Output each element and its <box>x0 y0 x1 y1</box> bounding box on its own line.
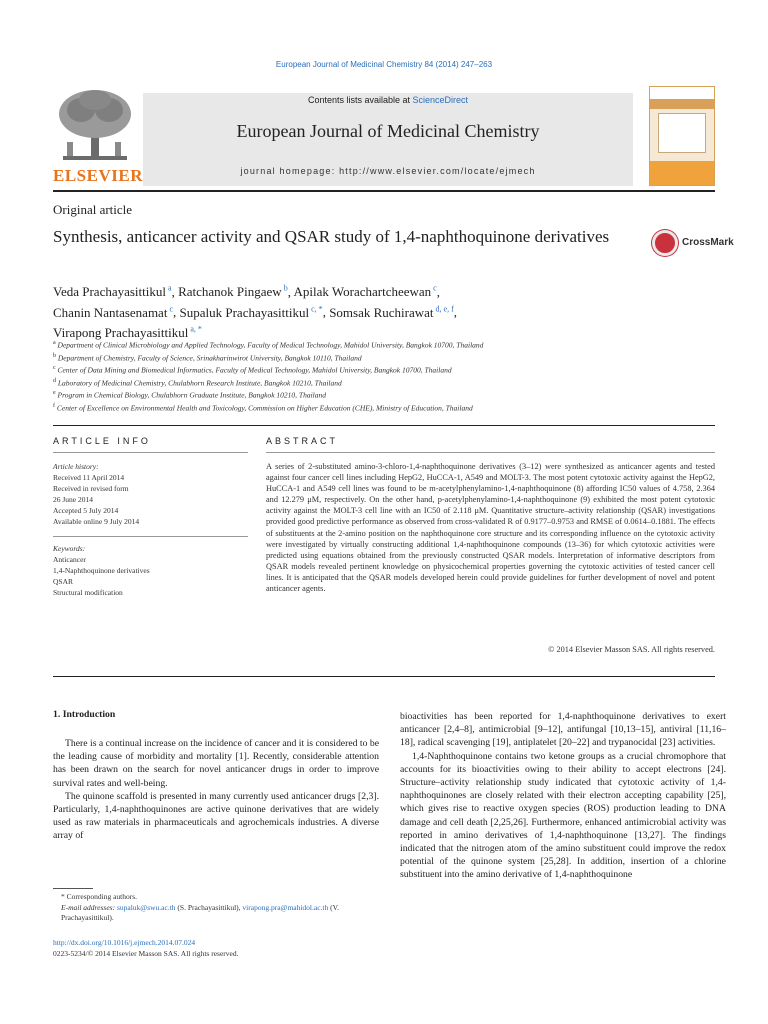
crossmark-button[interactable] <box>652 228 734 258</box>
body-column-left <box>53 737 379 843</box>
journal-cover-thumbnail <box>649 86 715 186</box>
crossmark-icon <box>652 230 678 256</box>
email-owner: (S. Prachayasittikul), <box>175 902 243 912</box>
affiliations <box>53 338 715 413</box>
author[interactable]: Ratchanok Pingaew $^b$ <box>178 284 288 300</box>
journal-title: European Journal of Medicinal Chemistry <box>236 121 540 141</box>
history-item: Accepted 5 July 2014 <box>53 506 119 515</box>
keyword: 1,4-Naphthoquinone derivatives <box>53 566 150 575</box>
abstract-rule <box>266 452 715 453</box>
body-paragraph: 1,4-Naphthoquinone contains two ketone groups as a crucial chromophore that accounts for its bioactivities owing to their ability to accept electrons [24]. Structure–activity relationship study indicated that cytotoxic activity of 1,4-naphthoquinones are closely related with their electron accepting capability [25], which gives rise to reactive oxygen species (ROS) production leading to DNA damage and cell death [2,25,26]. Furthermore, enhanced antimicrobial activity was reported in amino derivatives of 1,4-naphthoquinone [13,27]. The findings indicated that the nitrogen atom of the amino substituent could improve the redox potential of the quinone system [25,28]. In addition, insertion of a chlorine substituent into the amino derivative of 1,4-naphthoquinone <box>400 750 726 881</box>
body-paragraph: bioactivities has been reported for 1,4-naphthoquinone derivatives to exert anticancer [2,4–8], antimicrobial [9–12], antifungal [10,13–15], antiviral [11,16–18], radical scavenging [19], antiplatelet [20–22] and trypanocidal [23] activities. <box>400 711 726 749</box>
abstract-bottom-rule <box>53 676 715 677</box>
author[interactable]: Veda Prachayasittikul $^a$ <box>53 284 172 300</box>
affiliation: $^c$ Center of Data Mining and Biomedical Informatics, Faculty of Medical Technology, Mahidol University, Bangkok 10700, Thailand <box>53 365 452 375</box>
paper-title: Synthesis, anticancer activity and QSAR study of 1,4-naphthoquinone derivatives <box>53 227 610 246</box>
body-column-right <box>400 710 726 882</box>
email-owner: (V. Prachayasittikul). <box>61 902 339 922</box>
history-label: Article history: <box>53 462 99 471</box>
keywords-rule <box>53 536 248 537</box>
body-paragraph: There is a continual increase on the incidence of cancer and it is considered to be the leading cause of morbidity and mortality [1]. Recently, considerable attention has been drawn on the search for novel anticancer drugs in order to improve survival rates and well-being. <box>53 738 379 789</box>
doi-link[interactable]: http://dx.doi.org/10.1016/j.ejmech.2014.07.024 <box>53 938 196 947</box>
elsevier-wordmark: ELSEVIER <box>53 166 143 185</box>
footnote-rule <box>53 888 93 889</box>
affiliation: $^b$ Department of Chemistry, Faculty of Science, Srinakharinwirot University, Bangkok 10110, Thailand <box>53 352 362 362</box>
affiliation: $^f$ Center of Excellence on Environmental Health and Toxicology, Commission on Higher Education (CHE), Ministry of Education, Thailand <box>53 402 473 412</box>
history-item: Available online 9 July 2014 <box>53 517 140 526</box>
author-list: Veda Prachayasittikul $^a$, Ratchanok Pingaew $^b$, Apilak Worachartcheewan $^c$, Chanin Nantasenamat $^c$, Supaluk Prachayasittikul $^{c, *}$, Somsak Ruchirawat $^{d, e, f}$, Virapong Prachayasittikul $^{a, *}$ <box>53 284 457 340</box>
sciencedirect-link[interactable]: ScienceDirect <box>412 95 469 105</box>
contents-prefix: Contents lists available at <box>307 95 413 105</box>
contents-line <box>143 93 633 105</box>
history-item: Received 11 April 2014 <box>53 473 125 482</box>
history-item: 26 June 2014 <box>53 495 93 504</box>
article-type: Original article <box>53 202 133 217</box>
affiliation: $^a$ Department of Clinical Microbiology and Applied Technology, Faculty of Medical Technology, Mahidol University, Bangkok 10700, Thailand <box>53 340 484 350</box>
body-paragraph: The quinone scaffold is presented in many currently used anticancer drugs [2,3]. Particularly, 1,4-naphthoquinones are active quinone derivatives that are widely used as raw materials in pharmaceuticals and agrochemicals industries. A diverse array of <box>53 790 379 842</box>
doi-block <box>53 938 379 959</box>
introduction-heading: 1. Introduction <box>53 709 116 720</box>
keywords-label: Keywords: <box>53 544 86 553</box>
issn-line: 0223-5234/© 2014 Elsevier Masson SAS. All rights reserved. <box>53 948 239 958</box>
author[interactable]: Virapong Prachayasittikul $^{a, *}$ <box>53 324 202 340</box>
keyword: QSAR <box>53 577 74 586</box>
article-history <box>53 461 248 527</box>
keyword: Anticancer <box>53 555 86 564</box>
article-info-heading: ARTICLE INFO <box>53 436 151 446</box>
header-rule <box>53 190 715 192</box>
keywords <box>53 543 248 598</box>
author[interactable]: Somsak Ruchirawat $^{d, e, f}$ <box>329 304 454 320</box>
footnote <box>53 892 379 924</box>
affiliation-rule <box>53 425 715 426</box>
email-link[interactable]: virapong.pra@mahidol.ac.th <box>242 902 329 912</box>
author[interactable]: Chanin Nantasenamat $^c$ <box>53 304 173 320</box>
email-link[interactable]: supaluk@swu.ac.th <box>116 902 176 912</box>
affiliation: $^e$ Program in Chemical Biology, Chulabhorn Graduate Institute, Bangkok 10210, Thailand <box>53 390 327 400</box>
history-item: Received in revised form <box>53 484 129 493</box>
journal-citation[interactable]: European Journal of Medicinal Chemistry 84 (2014) 247–263 <box>275 60 493 69</box>
elsevier-tree-icon <box>53 86 137 166</box>
keyword: Structural modification <box>53 588 123 597</box>
journal-homepage[interactable]: journal homepage: http://www.elsevier.com/locate/ejmech <box>240 166 536 176</box>
article-info-rule <box>53 452 248 453</box>
affiliation: $^d$ Laboratory of Medicinal Chemistry, Chulabhorn Research Institute, Bangkok 10210, Thailand <box>53 377 342 387</box>
email-label: E-mail addresses: <box>61 902 117 912</box>
elsevier-logo <box>53 86 143 186</box>
abstract-copyright: © 2014 Elsevier Masson SAS. All rights reserved. <box>548 645 715 654</box>
crossmark-label: CrossMark <box>682 237 734 248</box>
abstract-text: A series of 2-substituted amino-3-chloro-1,4-naphthoquinone derivatives (3–12) were synthesized as anticancer agents and tested against four cancer cell lines including HepG2, HuCCA-1, A549 and MOLT-3. The most potent cytotoxic activity against the HepG2, HuCCA-1 and A549 cell lines was found to be m-acetylphenylamino-1,4-naphthoquinone (8) affording IC50 values of 4.758, 2.364 and 12.279 μM, respectively. On the other hand, p-acetylphenylamino-1,4-naphthoquinone (9) exhibited the most potent cytotoxic activity against the MOLT-3 cell line with an IC50 of 2.118 μM. Quantitative structure–activity relationship (QSAR) investigations provided good predictive performance as observed from cross-validated R of 0.9177–0.9753 and RMSE of 0.0614–0.1881. The effects of substituents at the 2-amino position on the naphthoquinone core structure and its corresponding influence on the cytotoxic activity were investigated by virtually constructing additional 1,4-naphthoquinone compounds (13–36) for which cytotoxic activities were predicted using equations obtained from the previously constructed QSAR models. Interpretation of informative descriptors from QSAR models revealed pertinent knowledge on physicochemical properties governing the cytotoxic activities of tested cancer cell lines. It is anticipated that the QSAR models developed herein could provide guidelines for further development of novel and potent anticancer agents. <box>266 462 715 594</box>
abstract-heading: ABSTRACT <box>266 436 339 446</box>
author[interactable]: Apilak Worachartcheewan $^c$ <box>293 284 437 300</box>
corresponding-authors: * Corresponding authors. <box>61 892 138 901</box>
author[interactable]: Supaluk Prachayasittikul $^{c, *}$ <box>179 304 323 320</box>
